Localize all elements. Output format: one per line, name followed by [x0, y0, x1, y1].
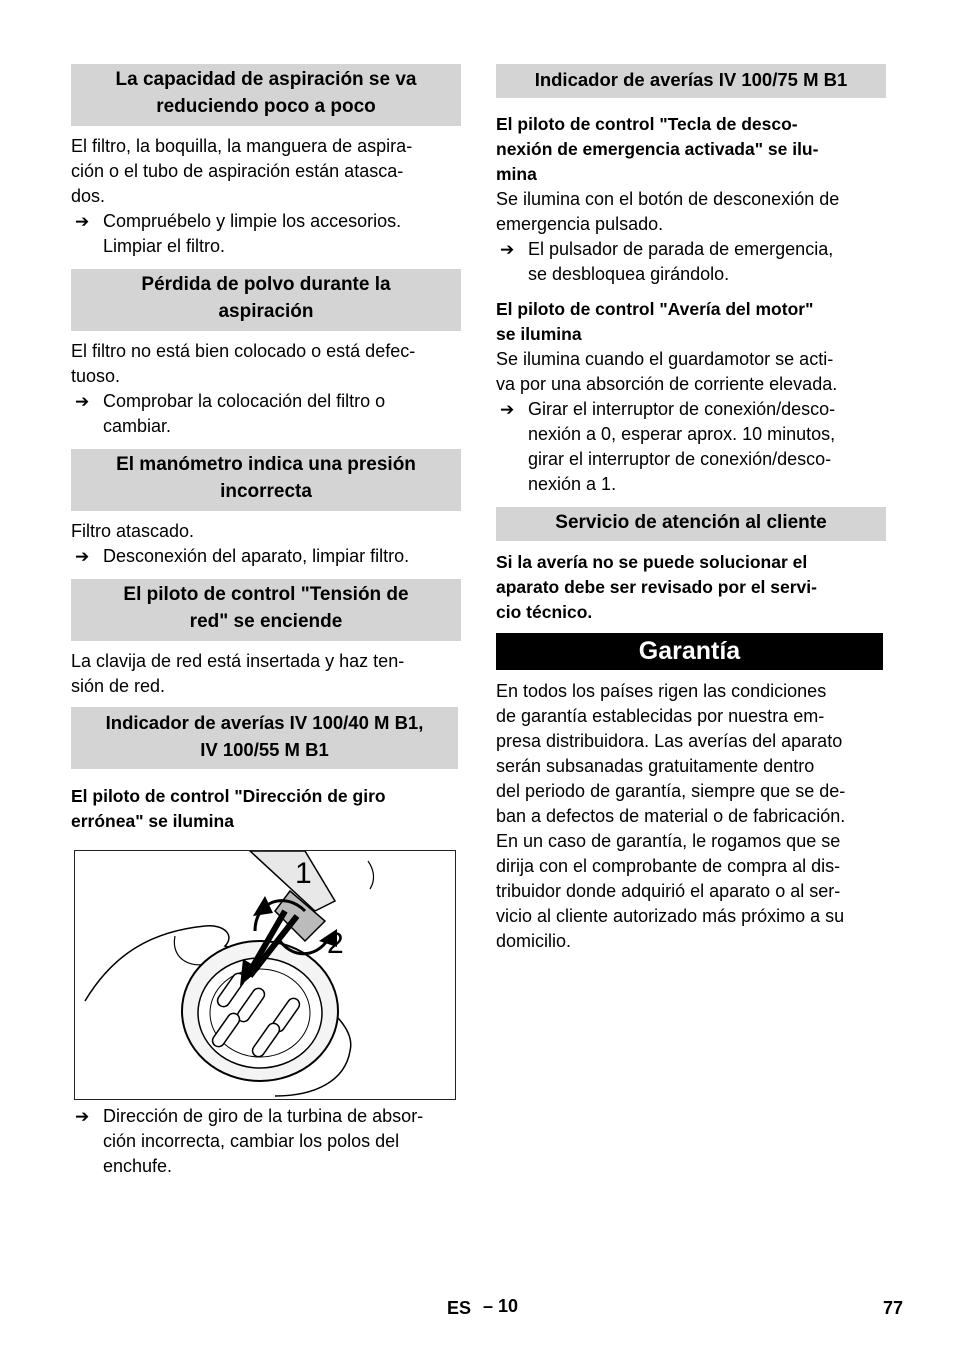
arrow-right-icon: ➔	[75, 1107, 90, 1126]
heading-line: Servicio de atención al cliente	[555, 512, 827, 533]
warranty-title: Garantía	[496, 633, 883, 670]
heading-fault-indicator-40-55	[71, 707, 458, 769]
arrow-right-icon: ➔	[75, 392, 90, 411]
arrow-right-icon: ➔	[75, 547, 90, 566]
heading-line: IV 100/55 M B1	[200, 739, 329, 760]
heading-line: incorrecta	[220, 481, 312, 502]
paragraph: Se ilumina con el botón de desconexión de emergencia pulsado.	[496, 189, 840, 234]
footer-language: ES	[447, 1298, 472, 1318]
plug-rotation-drawing	[75, 851, 455, 1099]
bullet-item: ➔ Compruébelo y limpie los accesorios. Limpiar el filtro.	[75, 211, 402, 256]
subheading: El piloto de control "Tecla de desco- nexión de emergencia activada" se ilu- mina	[496, 114, 819, 184]
heading-line: El piloto de control "Tensión de	[123, 584, 409, 605]
paragraph: Se ilumina cuando el guardamotor se acti- va por una absorción de corriente elevada.	[496, 349, 838, 394]
footer-section-number: – 10	[483, 1296, 519, 1316]
bullet-item: ➔ Girar el interruptor de conexión/desco- nexión a 0, esperar aprox. 10 minutos, girar el interruptor de conexión/desco- nexión a 1.	[500, 399, 836, 494]
heading-mains-voltage	[71, 579, 461, 641]
left-column	[71, 64, 461, 1179]
heading-customer-service	[496, 507, 886, 541]
bullet-item: ➔ Desconexión del aparato, limpiar filtro.	[71, 544, 461, 569]
bold-paragraph: Si la avería no se puede solucionar el aparato debe ser revisado por el servi- cio técnico.	[496, 552, 817, 622]
figure-label-1: 1	[295, 857, 312, 890]
heading-manometer	[71, 449, 461, 511]
arrow-right-icon: ➔	[500, 400, 515, 419]
arrow-right-icon: ➔	[75, 212, 90, 231]
paragraph: Filtro atascado.	[71, 521, 195, 541]
paragraph: El filtro, la boquilla, la manguera de aspira- ción o el tubo de aspiración están atasca- dos.	[71, 136, 413, 206]
figure-label-2: 2	[327, 927, 344, 960]
subheading: El piloto de control "Avería del motor" se ilumina	[496, 299, 814, 344]
arrow-right-icon: ➔	[500, 240, 515, 259]
heading-line: red" se enciende	[189, 611, 343, 632]
heading-dust-loss	[71, 269, 461, 331]
paragraph: El filtro no está bien colocado o está defec- tuoso.	[71, 341, 416, 386]
heading-line: aspiración	[218, 301, 314, 322]
right-column	[496, 64, 886, 954]
heading-line: Indicador de averías IV 100/40 M B1,	[105, 712, 424, 733]
plug-illustration	[74, 850, 456, 1100]
heading-line: Indicador de averías IV 100/75 M B1	[534, 69, 848, 90]
heading-suction-capacity	[71, 64, 461, 126]
heading-line: reduciendo poco a poco	[156, 96, 376, 117]
heading-fault-indicator-75	[496, 64, 886, 98]
paragraph: La clavija de red está insertada y haz ten- sión de red.	[71, 651, 405, 696]
warranty-paragraph: En todos los países rigen las condiciones de garantía establecidas por nuestra em- presa distribuidora. Las averías del aparato serán subsanadas gratuitamente dentro del periodo de garantía, siempre que se de- ban a defectos de material o de fabricación. En un caso de garantía, le rogamos que se dirija con el comprobante de compra al dis- tribuidor donde adquirió el aparato o al ser- vicio al cliente autorizado más próximo a su domicilio.	[496, 681, 846, 951]
heading-line: El manómetro indica una presión	[116, 454, 416, 475]
heading-line: Pérdida de polvo durante la	[141, 274, 391, 295]
footer-page-number: 77	[883, 1298, 904, 1318]
bullet-item: ➔ Comprobar la colocación del filtro o cambiar.	[75, 391, 386, 436]
bullet-item: ➔ El pulsador de parada de emergencia, se desbloquea girándolo.	[500, 239, 834, 284]
subheading: El piloto de control "Dirección de giro errónea" se ilumina	[71, 786, 386, 831]
bullet-item: ➔ Dirección de giro de la turbina de absor- ción incorrecta, cambiar los polos del enchufe.	[75, 1106, 424, 1176]
heading-line: La capacidad de aspiración se va	[115, 69, 417, 90]
